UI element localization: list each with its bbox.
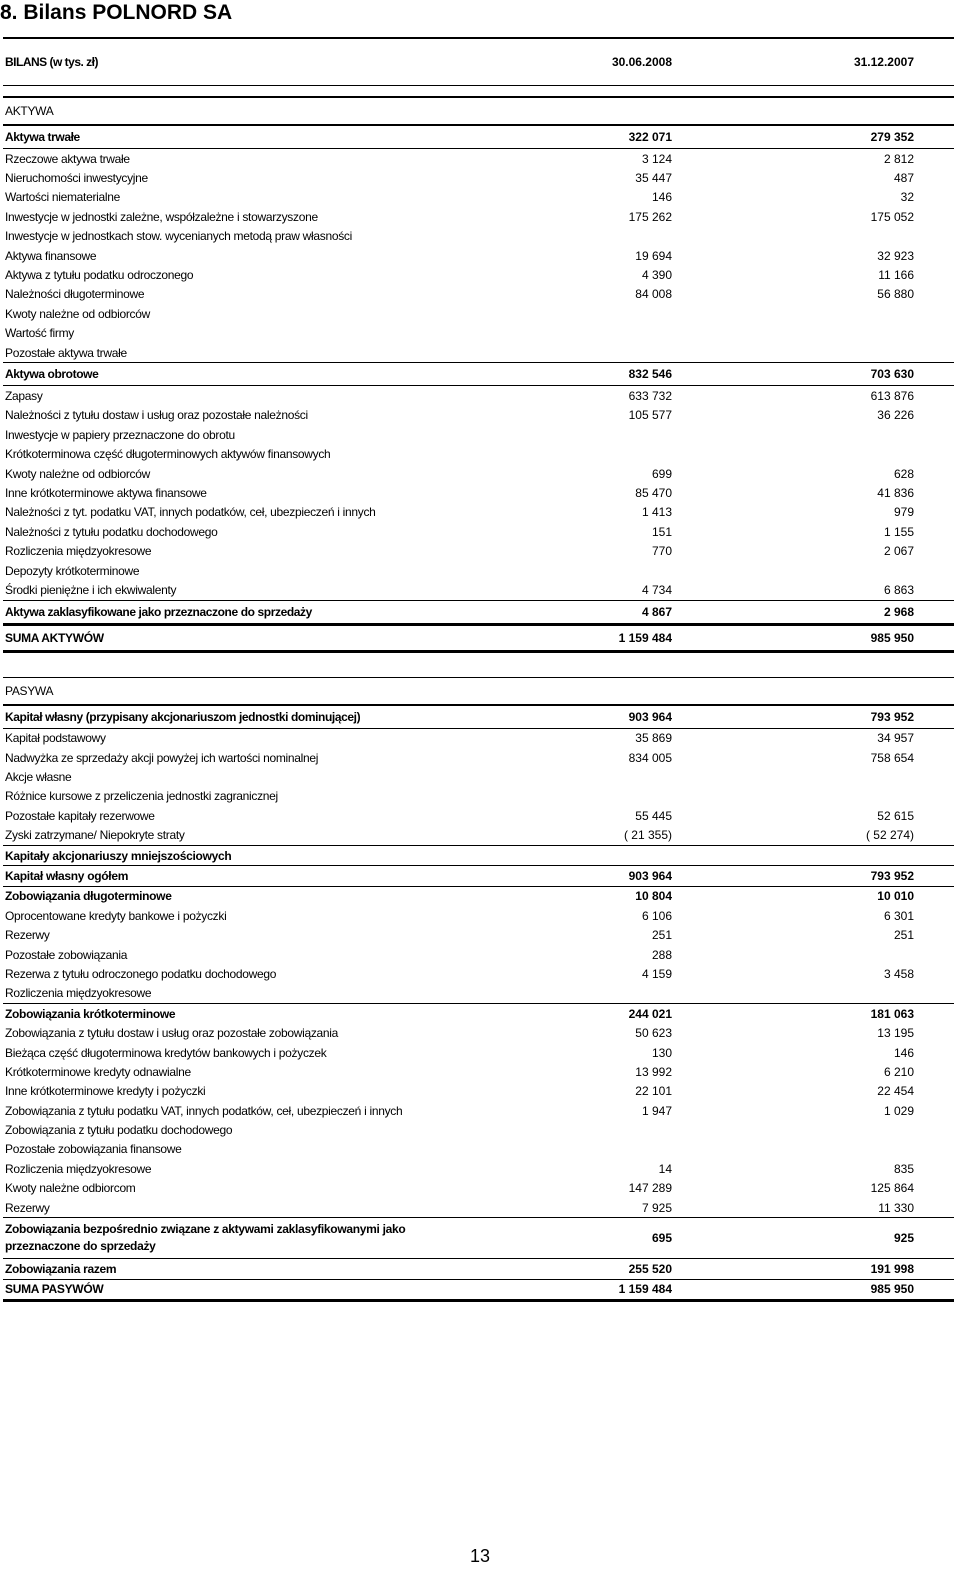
row-label: Zobowiązania krótkoterminowe — [5, 1006, 176, 1021]
row-label: Zobowiązania razem — [5, 1262, 117, 1277]
table-row — [3, 767, 954, 786]
row-label: Zobowiązania bezpośrednio związane z aktywami zaklasyfikowanymi jako przeznaczone do sprzedaży — [5, 1222, 406, 1254]
value-2008: 4 734 — [641, 582, 672, 597]
value-2008: 1 159 484 — [618, 630, 672, 645]
value-2007: 6 210 — [883, 1064, 914, 1079]
spacer — [3, 653, 954, 677]
section-title-assets — [3, 98, 954, 125]
value-2007: 34 957 — [877, 731, 914, 746]
value-2008: 695 — [651, 1231, 672, 1246]
table-row — [3, 1159, 954, 1178]
table-row — [3, 1062, 954, 1081]
row-label: Oprocentowane kredyty bankowe i pożyczki — [5, 908, 227, 923]
row-label: Kapitały akcjonariuszy mniejszościowych — [5, 848, 232, 863]
value-2007: 628 — [893, 466, 914, 481]
value-2007: 146 — [893, 1045, 914, 1060]
table-row — [3, 1023, 954, 1042]
value-2008: 244 021 — [628, 1006, 672, 1021]
value-2007: 925 — [893, 1231, 914, 1246]
value-2007: 52 615 — [877, 808, 914, 823]
row-label: Rezerwy — [5, 1200, 50, 1215]
table-row — [3, 926, 954, 945]
table-row — [3, 945, 954, 964]
row-label: Inne krótkoterminowe aktywa finansowe — [5, 485, 207, 500]
table-row — [3, 729, 954, 748]
value-2008: 288 — [651, 947, 672, 962]
value-2008: 35 869 — [635, 731, 672, 746]
value-2008: 903 964 — [628, 709, 672, 724]
value-2007: 985 950 — [870, 630, 914, 645]
header-col-2007: 31.12.2007 — [853, 55, 914, 69]
value-2008: 770 — [651, 544, 672, 559]
group-long-term-title — [3, 886, 954, 906]
value-2008: 3 124 — [641, 151, 672, 166]
value-2008: 147 289 — [628, 1181, 672, 1196]
row-label: Aktywa obrotowe — [5, 367, 99, 382]
row-label: Należności z tytułu podatku dochodowego — [5, 524, 218, 539]
value-2008: 834 005 — [628, 750, 672, 765]
group-liabilities-held-for-sale — [3, 1217, 954, 1258]
value-2008: 10 804 — [635, 889, 672, 904]
value-2008: 85 470 — [635, 485, 672, 500]
group-fixed-assets-items — [3, 149, 954, 362]
table-row — [3, 906, 954, 925]
group-equity-title — [3, 705, 954, 729]
group-liabilities-grand-total — [3, 1279, 954, 1302]
value-2008: 1 947 — [641, 1103, 672, 1118]
table-row — [3, 1140, 954, 1159]
value-2007: 1 029 — [883, 1103, 914, 1118]
table-row — [3, 865, 954, 885]
value-2008: 19 694 — [635, 248, 672, 263]
value-2008: 633 732 — [628, 388, 672, 403]
group-current-assets-items — [3, 386, 954, 599]
group-assets-total — [3, 624, 954, 653]
value-2008: 255 520 — [628, 1262, 672, 1277]
value-2007: 487 — [893, 171, 914, 186]
row-label: Należności długoterminowe — [5, 287, 145, 302]
value-2007: 835 — [893, 1161, 914, 1176]
value-2007: 32 923 — [877, 248, 914, 263]
table-row — [3, 1101, 954, 1120]
value-2007: 36 226 — [877, 408, 914, 423]
table-row — [3, 168, 954, 187]
table-row — [3, 522, 954, 541]
value-2007: 56 880 — [877, 287, 914, 302]
row-label: Nieruchomości inwestycyjne — [5, 171, 148, 186]
row-label: Wartości niematerialne — [5, 190, 120, 205]
row-label: Pozostałe zobowiązania finansowe — [5, 1142, 182, 1157]
value-2008: 7 925 — [641, 1200, 672, 1215]
row-label: Aktywa z tytułu podatku odroczonego — [5, 268, 194, 283]
group-liabilities-total — [3, 1258, 954, 1278]
row-label: Bieżąca część długoterminowa kredytów bankowych i pożyczek — [5, 1045, 327, 1060]
row-label: Zobowiązania z tytułu podatku VAT, innych podatków, ceł, ubezpieczeń i innych — [5, 1103, 403, 1118]
row-label: Rzeczowe aktywa trwałe — [5, 151, 130, 166]
table-row — [3, 541, 954, 560]
table-row — [3, 1003, 954, 1023]
row-label: Depozyty krótkoterminowe — [5, 563, 140, 578]
value-2007: 2 968 — [883, 604, 914, 619]
value-2007: 985 950 — [870, 1282, 914, 1297]
table-row — [3, 343, 954, 362]
value-2008: 130 — [651, 1045, 672, 1060]
value-2007: 613 876 — [870, 388, 914, 403]
value-2007: 251 — [893, 928, 914, 943]
section-title: AKTYWA — [5, 104, 54, 118]
row-label: Rezerwa z tytułu odroczonego podatku dochodowego — [5, 966, 277, 981]
table-header-row — [3, 39, 954, 86]
table-row — [3, 561, 954, 580]
row-label: Krótkoterminowe kredyty odnawialne — [5, 1064, 191, 1079]
value-2007: 175 052 — [870, 209, 914, 224]
value-2007: 11 330 — [878, 1200, 914, 1215]
value-2008: 6 106 — [641, 908, 672, 923]
value-2007: 13 195 — [877, 1026, 914, 1041]
table-row — [3, 285, 954, 304]
row-label: Zobowiązania z tytułu podatku dochodowego — [5, 1123, 233, 1138]
table-row — [3, 149, 954, 168]
row-label: Rozliczenia międzyokresowe — [5, 1161, 152, 1176]
row-label: Rezerwy — [5, 928, 50, 943]
row-label: Pozostałe zobowiązania — [5, 947, 128, 962]
value-2007: 279 352 — [870, 130, 914, 144]
table-row — [3, 705, 954, 729]
value-2008: 175 262 — [628, 209, 672, 224]
page-title: 8. Bilans POLNORD SA — [0, 1, 233, 24]
value-2008: 699 — [651, 466, 672, 481]
row-label: Różnice kursowe z przeliczenia jednostki zagranicznej — [5, 789, 278, 804]
header-label: BILANS (w tys. zł) — [5, 55, 99, 69]
balance-sheet-table — [3, 37, 954, 1302]
table-row — [3, 806, 954, 825]
value-2008: 903 964 — [628, 869, 672, 884]
table-row — [3, 886, 954, 906]
value-2007: ( 52 274) — [865, 828, 914, 843]
value-2007: 1 155 — [883, 524, 914, 539]
table-row — [3, 188, 954, 207]
row-label: Rozliczenia międzyokresowe — [5, 544, 152, 559]
row-label: Kapitał podstawowy — [5, 731, 106, 746]
group-assets-held-for-sale — [3, 600, 954, 624]
table-row — [3, 207, 954, 226]
table-row — [3, 125, 954, 149]
value-2008: 251 — [651, 928, 672, 943]
value-2007: 2 812 — [883, 151, 914, 166]
table-row — [3, 265, 954, 284]
row-label: Inwestycje w papiery przeznaczone do obrotu — [5, 427, 235, 442]
row-label: Aktywa trwałe — [5, 130, 80, 144]
table-row — [3, 227, 954, 246]
table-row — [3, 1217, 954, 1258]
table-row — [3, 386, 954, 405]
group-minority — [3, 845, 954, 865]
table-row — [3, 246, 954, 265]
value-2007: 3 458 — [883, 966, 914, 981]
row-label: Krótkoterminowa część długoterminowych aktywów finansowych — [5, 447, 331, 462]
value-2007: 22 454 — [877, 1084, 914, 1099]
row-label: Należności z tytułu dostaw i usług oraz pozostałe należności — [5, 408, 308, 423]
value-2008: 4 159 — [641, 966, 672, 981]
value-2007: 41 836 — [877, 485, 914, 500]
value-2008: 35 447 — [635, 171, 672, 186]
table-row — [3, 1043, 954, 1062]
value-2008: 84 008 — [635, 287, 672, 302]
row-label: Aktywa finansowe — [5, 248, 97, 263]
table-row — [3, 362, 954, 386]
row-label: Inne krótkoterminowe kredyty i pożyczki — [5, 1084, 206, 1099]
group-fixed-assets-title — [3, 125, 954, 149]
table-row — [3, 1179, 954, 1198]
table-row — [3, 984, 954, 1003]
row-label: Pozostałe aktywa trwałe — [5, 345, 127, 360]
value-2008: 4 390 — [641, 268, 672, 283]
value-2007: 11 166 — [878, 268, 914, 283]
value-2007: 125 864 — [870, 1181, 914, 1196]
row-label: SUMA AKTYWÓW — [5, 630, 104, 645]
value-2007: 2 067 — [883, 544, 914, 559]
value-2007: 191 998 — [870, 1262, 914, 1277]
value-2007: 6 863 — [883, 582, 914, 597]
group-long-term-items — [3, 906, 954, 1003]
table-row — [3, 1198, 954, 1217]
table-row — [3, 624, 954, 653]
value-2007: 979 — [893, 505, 914, 520]
table-row — [3, 483, 954, 502]
row-label: Rozliczenia międzyokresowe — [5, 986, 152, 1001]
row-label: Aktywa zaklasyfikowane jako przeznaczone do sprzedaży — [5, 604, 312, 619]
value-2008: 13 992 — [635, 1064, 672, 1079]
group-short-term-items — [3, 1023, 954, 1217]
header-col-2008: 30.06.2008 — [611, 55, 672, 69]
value-2007: 32 — [900, 190, 914, 205]
row-label: Kwoty należne od odbiorców — [5, 306, 150, 321]
row-label: Zyski zatrzymane/ Niepokryte straty — [5, 828, 185, 843]
divider — [3, 86, 954, 98]
table-row — [3, 1258, 954, 1278]
value-2008: 105 577 — [628, 408, 672, 423]
value-2008: 55 445 — [635, 808, 672, 823]
value-2008: 22 101 — [635, 1084, 672, 1099]
table-row — [3, 464, 954, 483]
group-short-term-title — [3, 1003, 954, 1023]
value-2008: 322 071 — [628, 130, 672, 144]
table-row — [3, 1120, 954, 1139]
value-2008: 832 546 — [628, 367, 672, 382]
row-label: Kwoty należne odbiorcom — [5, 1181, 136, 1196]
row-label: SUMA PASYWÓW — [5, 1282, 104, 1297]
value-2008: 146 — [651, 190, 672, 205]
value-2007: 6 301 — [883, 908, 914, 923]
table-row — [3, 444, 954, 463]
table-row — [3, 964, 954, 983]
table-row — [3, 503, 954, 522]
value-2008: 1 159 484 — [618, 1282, 672, 1297]
table-row — [3, 748, 954, 767]
section-title: PASYWA — [5, 683, 54, 698]
row-label: Kapitał własny ogółem — [5, 869, 129, 884]
value-2008: 1 413 — [641, 505, 672, 520]
row-label: Środki pieniężne i ich ekwiwalenty — [5, 582, 177, 597]
value-2007: 181 063 — [870, 1006, 914, 1021]
value-2008: 151 — [651, 524, 672, 539]
row-label: Akcje własne — [5, 770, 72, 785]
row-label: Zobowiązania długoterminowe — [5, 889, 172, 904]
table-row — [3, 580, 954, 599]
row-label: Pozostałe kapitały rezerwowe — [5, 808, 155, 823]
table-row — [3, 304, 954, 323]
table-row — [3, 787, 954, 806]
row-label: Należności z tyt. podatku VAT, innych podatków, ceł, ubezpieczeń i innych — [5, 505, 376, 520]
section-title-liabilities — [3, 677, 954, 705]
row-label: Inwestycje w jednostki zależne, współzależne i stowarzyszone — [5, 209, 318, 224]
value-2008: 50 623 — [635, 1026, 672, 1041]
group-equity-total — [3, 865, 954, 885]
group-current-assets-title — [3, 362, 954, 386]
value-2007: 703 630 — [870, 367, 914, 382]
row-label: Kwoty należne od odbiorców — [5, 466, 150, 481]
row-label: Wartość firmy — [5, 326, 74, 341]
value-2007: 10 010 — [877, 889, 914, 904]
table-row — [3, 845, 954, 865]
row-label: Zapasy — [5, 388, 43, 403]
table-row — [3, 406, 954, 425]
value-2008: ( 21 355) — [623, 828, 672, 843]
value-2008: 14 — [658, 1161, 672, 1176]
table-row — [3, 600, 954, 624]
row-label: Kapitał własny (przypisany akcjonariuszom jednostki dominującej) — [5, 709, 361, 724]
table-row — [3, 1082, 954, 1101]
value-2008: 4 867 — [641, 604, 672, 619]
group-equity-items — [3, 729, 954, 845]
value-2007: 793 952 — [870, 709, 914, 724]
table-row — [3, 324, 954, 343]
value-2007: 793 952 — [870, 869, 914, 884]
page-number: 13 — [469, 1546, 491, 1566]
table-row — [3, 826, 954, 845]
row-label: Inwestycje w jednostkach stow. wycenianych metodą praw własności — [5, 229, 352, 244]
row-label: Nadwyżka ze sprzedaży akcji powyżej ich wartości nominalnej — [5, 750, 319, 765]
value-2007: 758 654 — [870, 750, 914, 765]
table-row — [3, 425, 954, 444]
row-label: Zobowiązania z tytułu dostaw i usług oraz pozostałe zobowiązania — [5, 1026, 339, 1041]
table-row — [3, 1279, 954, 1302]
